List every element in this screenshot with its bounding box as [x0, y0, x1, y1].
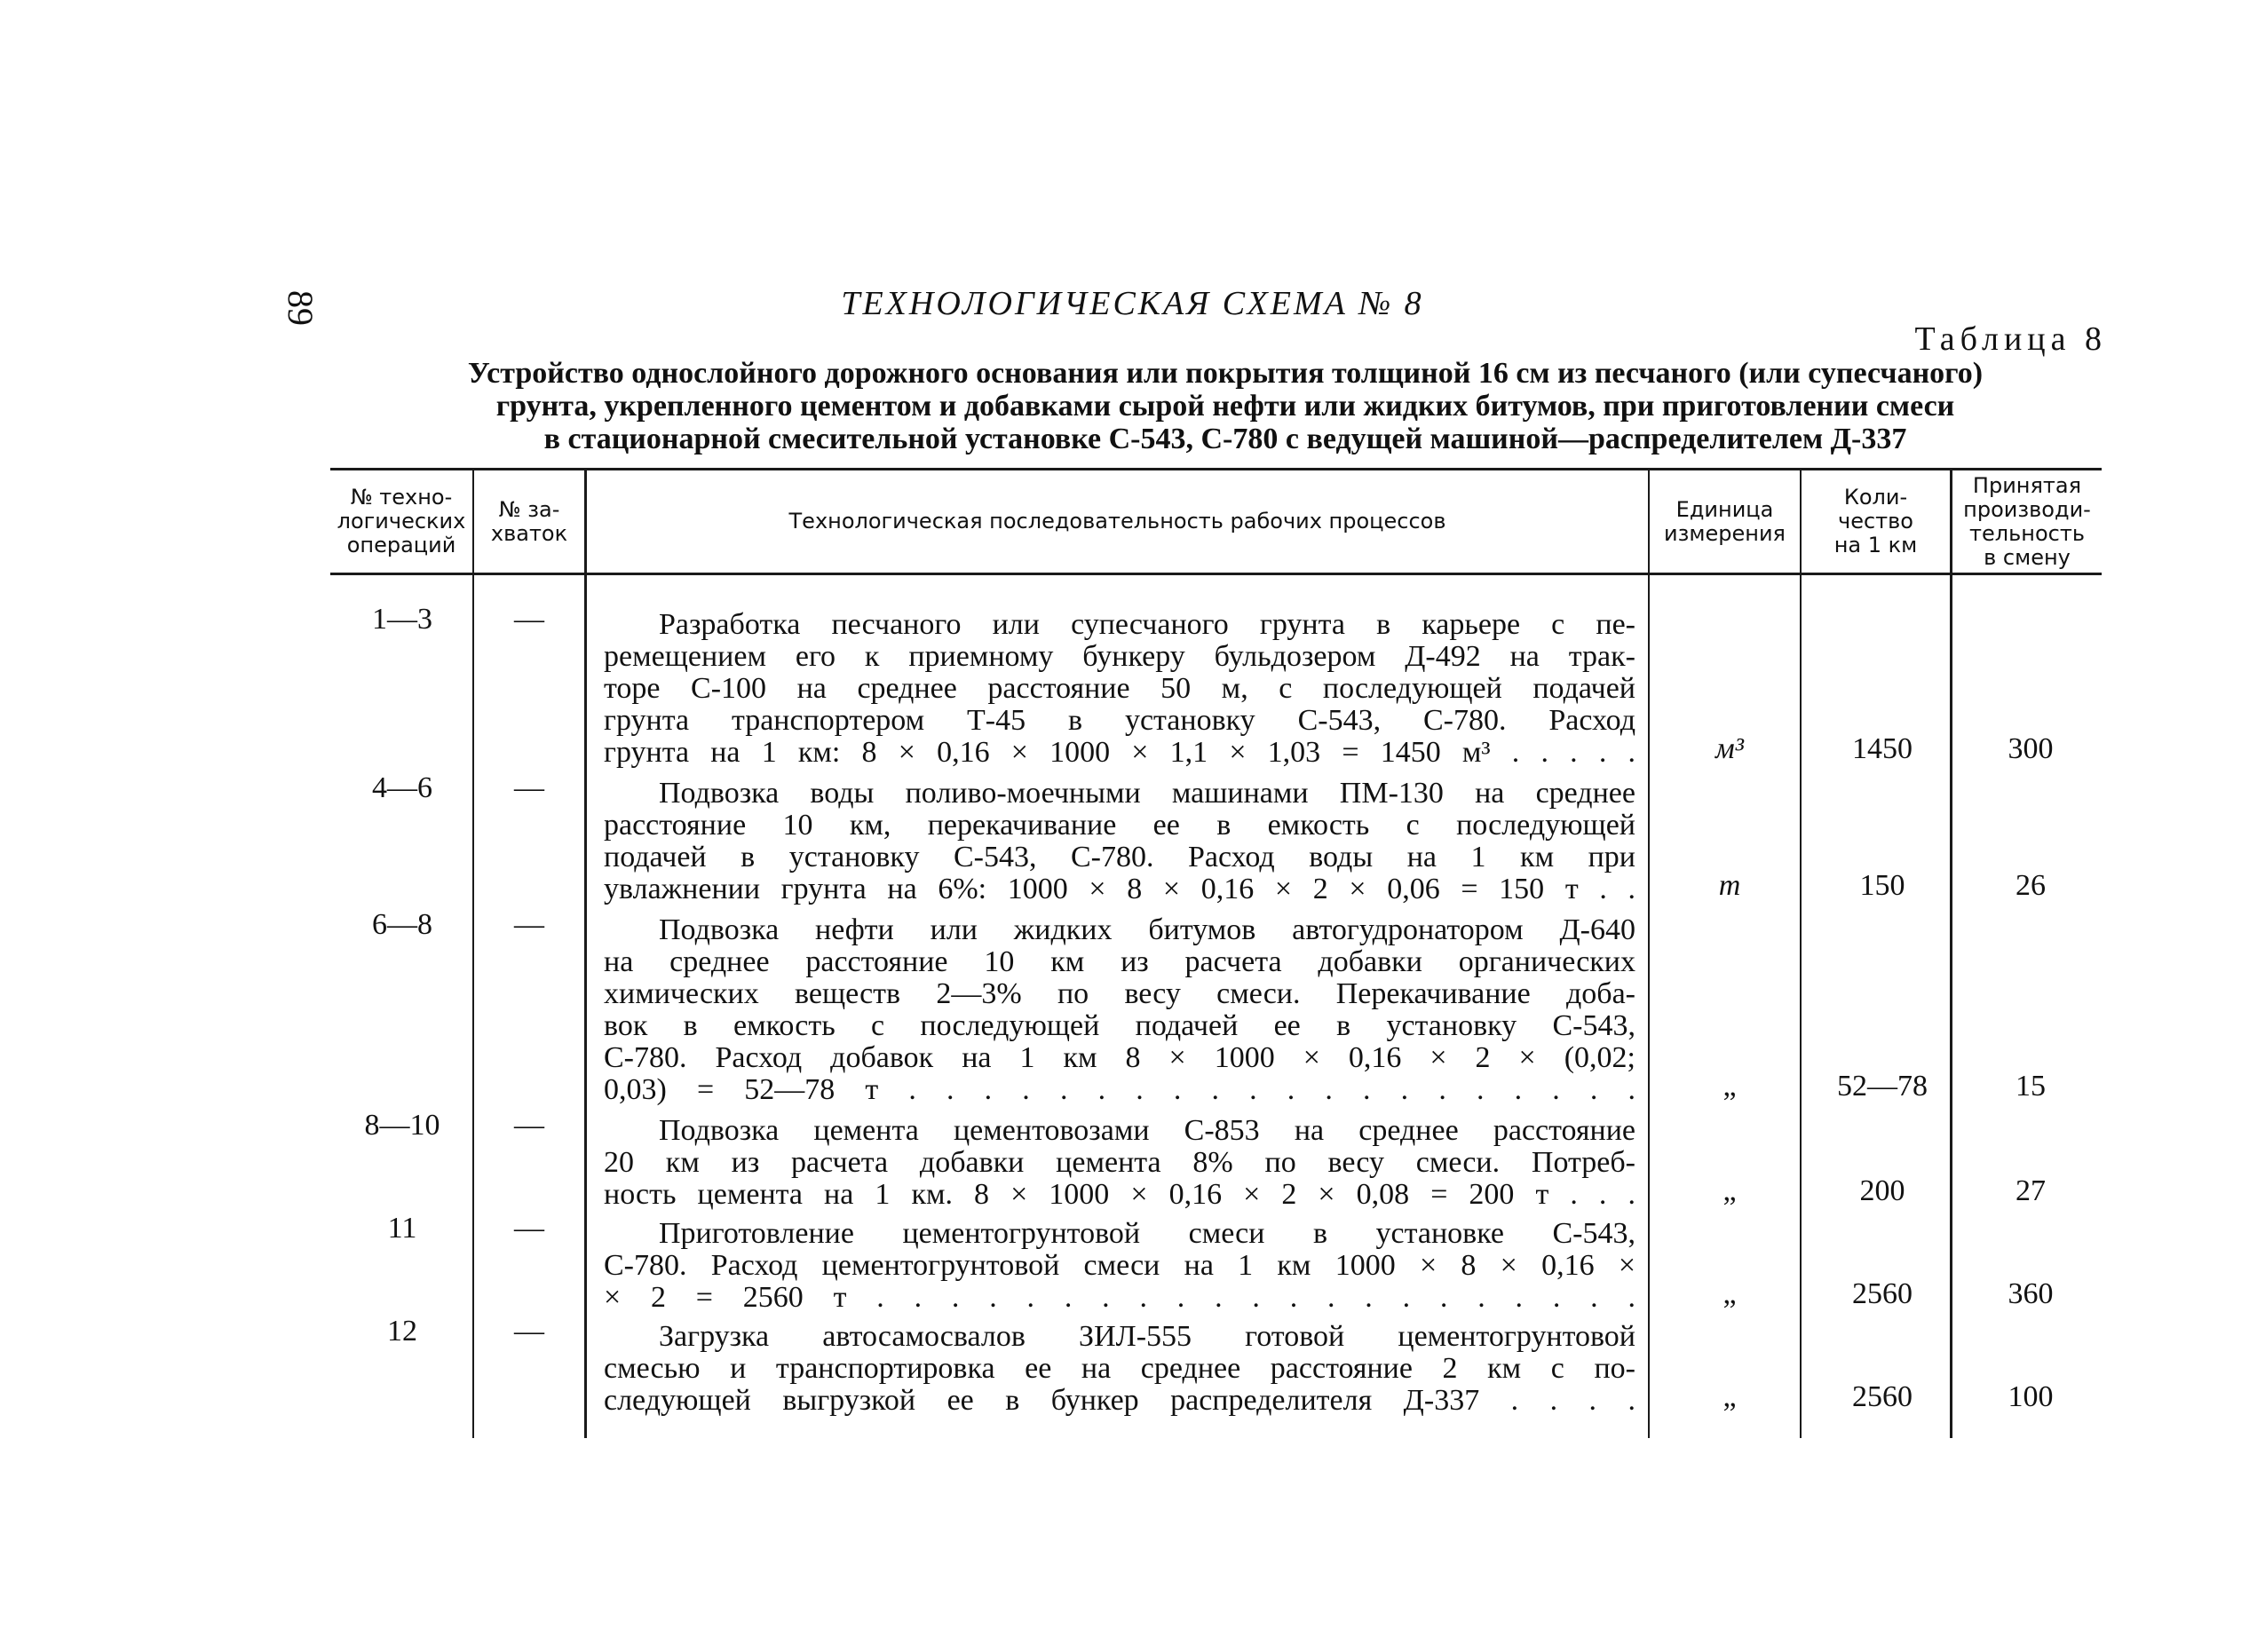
process-description: Приготовление цементогрунтовой смеси в установке С-543, С-780. Расход цементогрунтовой смеси на 1 км 1000 × 8 × 0,16 × × 2 = 2560 т . . . . . . . . . . . . . . . . . . . . . — [604, 1217, 1635, 1314]
op-number: 4—6 — [372, 771, 432, 804]
productivity-value: 26 — [2016, 869, 2046, 902]
productivity-value: 27 — [2016, 1174, 2046, 1207]
op-number: 11 — [387, 1212, 417, 1245]
header-unit: Единица измерения — [1664, 496, 1786, 546]
op-number: 8—10 — [364, 1109, 440, 1142]
unit-value: „ — [1723, 1174, 1737, 1207]
scheme-title: ТЕХНОЛОГИЧЕСКАЯ СХЕМА № 8 — [841, 285, 1424, 322]
quantity-value: 1450 — [1852, 732, 1913, 765]
grip-number: — — [514, 1109, 544, 1142]
unit-value: т — [1718, 869, 1741, 902]
process-description: Загрузка автосамосвалов ЗИЛ-555 готовой цементогрунтовой смесью и транспортировка ее на среднее расстояние 2 км с по- следующей выгрузкой ее в бункер распределителя Д-337 . . . . — [604, 1320, 1635, 1417]
grip-number: — — [514, 603, 544, 636]
page-number: 89 — [281, 290, 321, 326]
grip-number: — — [514, 1315, 544, 1348]
header-sequence: Технологическая последовательность рабочих процессов — [788, 509, 1446, 534]
header-grip-number: № за- хваток — [490, 496, 568, 546]
process-description: Подвозка цемента цементовозами С-853 на среднее расстояние 20 км из расчета добавки цемента 8% по весу смеси. Потреб- ность цемента на 1 км. 8 × 1000 × 0,16 × 2 × 0,08 = 200 т . . . — [604, 1114, 1635, 1211]
quantity-value: 2560 — [1852, 1277, 1913, 1310]
process-description: Разработка песчаного или супесчаного грунта в карьере с пе- ремещением его к приемному бункеру бульдозером Д-492 на трак- торе С-100 на среднее расстояние 50 м, с последующей подачей грунта транспортером Т-45 в установку С-543, С-780. Расход грунта на 1 км: 8 × 0,16 × 1000 × 1,1 × 1,03 = 1450 м³ . . . . . — [604, 608, 1635, 769]
grip-number: — — [514, 1212, 544, 1245]
quantity-value: 2560 — [1852, 1380, 1913, 1413]
heading-line: в стационарной смесительной установке С-543, С-780 с ведущей машиной—распределителем Д-337 — [543, 423, 1907, 455]
column-divider — [584, 470, 587, 1438]
productivity-value: 15 — [2016, 1070, 2046, 1103]
unit-value: „ — [1723, 1277, 1737, 1310]
header-bottom-rule — [330, 573, 2102, 575]
op-number: 6—8 — [372, 908, 432, 941]
quantity-value: 200 — [1859, 1174, 1905, 1207]
unit-value: м³ — [1715, 732, 1744, 765]
grip-number: — — [514, 908, 544, 941]
heading-line: грунта, укрепленного цементом и добавками сырой нефти или жидких битумов, при приготовлении смеси — [495, 390, 1955, 423]
op-number: 12 — [387, 1315, 417, 1348]
header-quantity: Коли- чество на 1 км — [1833, 485, 1918, 557]
column-divider — [472, 470, 474, 1438]
column-divider — [1648, 470, 1650, 1438]
productivity-value: 360 — [2008, 1277, 2054, 1310]
process-description: Подвозка нефти или жидких битумов автогудронатором Д-640 на среднее расстояние 10 км из расчета добавки органических химических веществ 2—3% по весу смеси. Перекачивание доба- вок в емкость с последующей подачей ее в установку С-543, С-780. Расход добавок на 1 км 8 × 1000 × 0,16 × 2 × (0,02; 0,03) = 52—78 т . . . . . . . . . . . . . . . . . . . . — [604, 913, 1635, 1106]
unit-value: „ — [1723, 1380, 1737, 1413]
op-number: 1—3 — [372, 603, 432, 636]
quantity-value: 52—78 — [1837, 1070, 1928, 1103]
document-heading — [355, 357, 2095, 455]
productivity-value: 300 — [2008, 732, 2054, 765]
quantity-value: 150 — [1859, 869, 1905, 902]
header-productivity: Принятая производи- тельность в смену — [1963, 472, 2091, 570]
header-op-number: № техно- логических операций — [337, 485, 466, 557]
heading-line: Устройство однослойного дорожного основания или покрытия толщиной 16 см из песчаного (или супесчаного) — [467, 357, 1984, 390]
grip-number: — — [514, 771, 544, 804]
unit-value: „ — [1723, 1070, 1737, 1103]
table-label: Таблица 8 — [1914, 320, 2107, 358]
productivity-value: 100 — [2008, 1380, 2054, 1413]
process-description: Подвозка воды поливо-моечными машинами ПМ-130 на среднее расстояние 10 км, перекачивание ее в емкость с последующей подачей в установку С-543, С-780. Расход воды на 1 км при увлажнении грунта на 6%: 1000 × 8 × 0,16 × 2 × 0,06 = 150 т . . — [604, 777, 1635, 905]
